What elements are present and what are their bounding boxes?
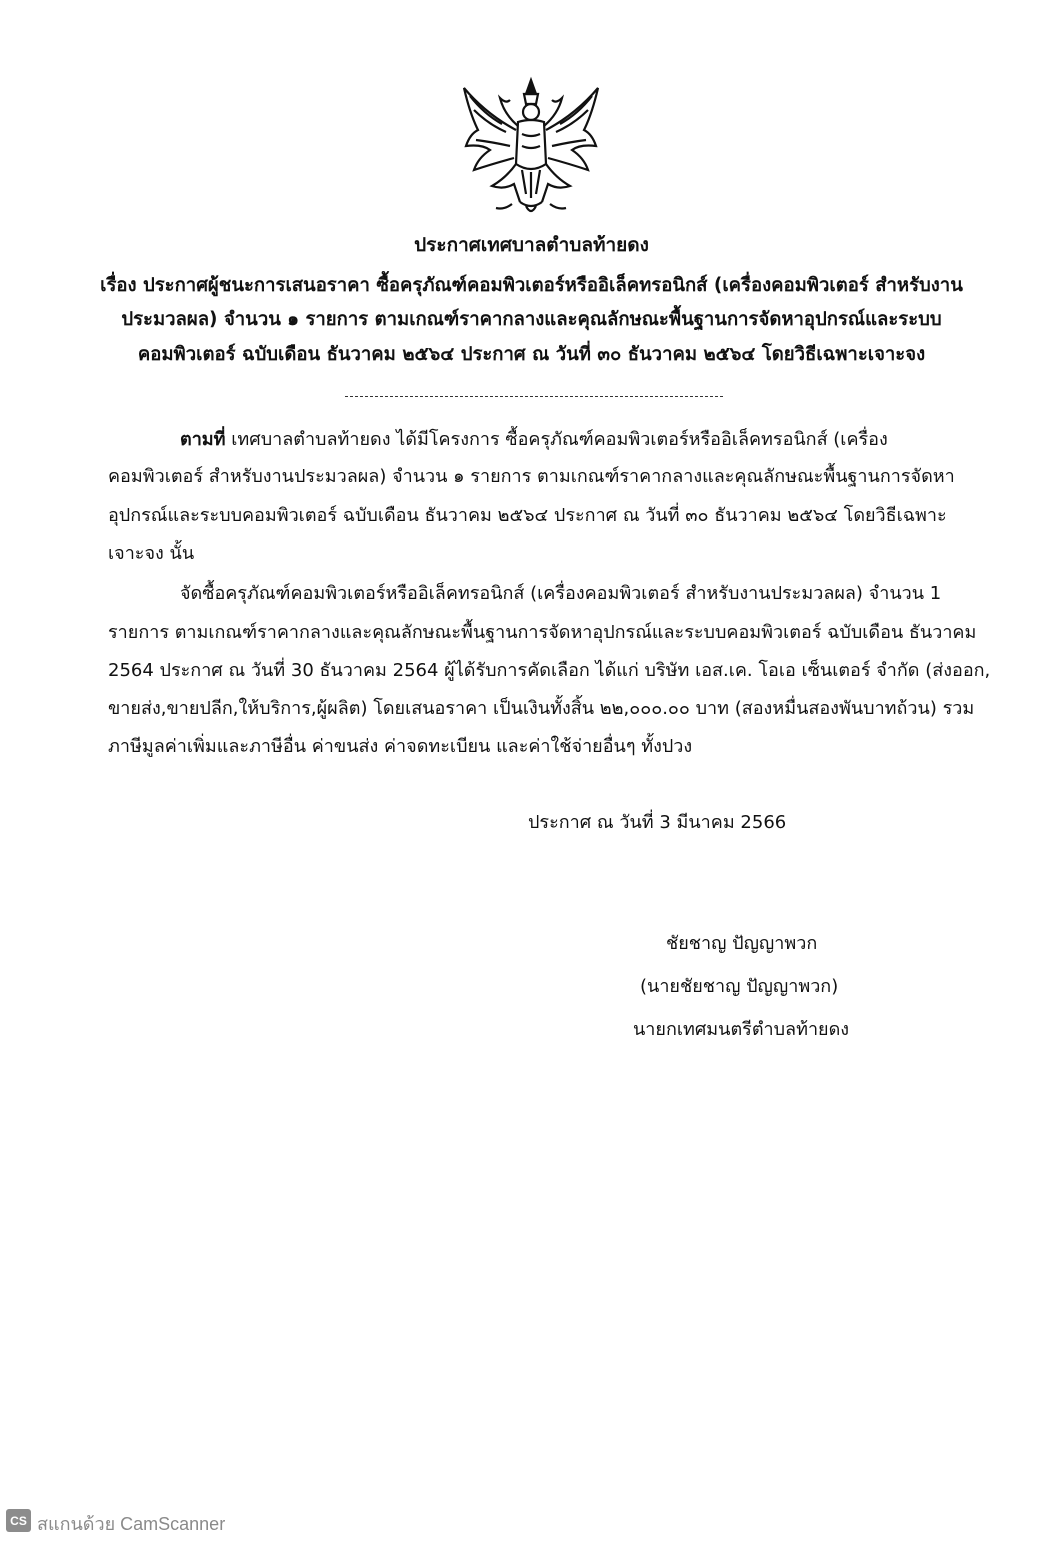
subject-line-1: เรื่อง ประกาศผู้ชนะการเสนอราคา ซื้อครุภัณฑ์คอมพิวเตอร์หรืออิเล็คทรอนิกส์ (เครื่องคอมพิวเตอร์ สำหรับงาน bbox=[100, 275, 963, 296]
para2-line-2: รายการ ตามเกณฑ์ราคากลางและคุณลักษณะพื้นฐานการจัดหาอุปกรณ์และระบบคอมพิวเตอร์ ฉบับเดือน ธันวาคม bbox=[108, 622, 977, 643]
para1-line-2: คอมพิวเตอร์ สำหรับงานประมวลผล) จำนวน ๑ รายการ ตามเกณฑ์ราคากลางและคุณลักษณะพื้นฐานการจัดหา bbox=[108, 466, 955, 487]
signature-name-parenthesized: (นายชัยชาญ ปัญญาพวก) bbox=[640, 976, 839, 997]
section-divider bbox=[345, 396, 723, 397]
signature-name: ชัยชาญ ปัญญาพวก bbox=[666, 933, 818, 954]
para1-line-4: เจาะจง นั้น bbox=[108, 543, 195, 564]
para2-line-4: ขายส่ง,ขายปลีก,ให้บริการ,ผู้ผลิต) โดยเสนอราคา เป็นเงินทั้งสิ้น ๒๒,๐๐๐.๐๐ บาท (สองหมื่นสองพันบาทถ้วน) รวม bbox=[108, 698, 975, 719]
subject-line-3: คอมพิวเตอร์ ฉบับเดือน ธันวาคม ๒๕๖๔ ประกาศ ณ วันที่ ๓๐ ธันวาคม ๒๕๖๔ โดยวิธีเฉพาะเจาะจง bbox=[137, 344, 926, 365]
para1-lead: ตามที่ bbox=[180, 429, 226, 450]
subject-line-2: ประมวลผล) จำนวน ๑ รายการ ตามเกณฑ์ราคากลางและคุณลักษณะพื้นฐานการจัดหาอุปกรณ์และระบบ bbox=[121, 309, 942, 330]
garuda-emblem-icon bbox=[456, 74, 606, 224]
camscanner-watermark: สแกนด้วย CamScanner bbox=[37, 1514, 226, 1534]
para2-line-3: 2564 ประกาศ ณ วันที่ 30 ธันวาคม 2564 ผู้ได้รับการคัดเลือก ได้แก่ บริษัท เอส.เค. โอเอ เซ็นเตอร์ จำกัด (ส่งออก, bbox=[108, 660, 991, 681]
para2-line-1: จัดซื้อครุภัณฑ์คอมพิวเตอร์หรืออิเล็คทรอนิกส์ (เครื่องคอมพิวเตอร์ สำหรับงานประมวลผล) จำนวน 1 bbox=[180, 583, 942, 604]
para1-line-1-text: เทศบาลตำบลท้ายดง ได้มีโครงการ ซื้อครุภัณฑ์คอมพิวเตอร์หรืออิเล็คทรอนิกส์ (เครื่อง bbox=[225, 429, 888, 450]
signature-title: นายกเทศมนตรีตำบลท้ายดง bbox=[633, 1019, 850, 1040]
para2-line-5: ภาษีมูลค่าเพิ่มและภาษีอื่น ค่าขนส่ง ค่าจดทะเบียน และค่าใช้จ่ายอื่นๆ ทั้งปวง bbox=[108, 736, 693, 757]
para1-line-1 bbox=[180, 424, 888, 453]
announce-date: ประกาศ ณ วันที่ 3 มีนาคม 2566 bbox=[528, 812, 787, 833]
para1-line-3: อุปกรณ์และระบบคอมพิวเตอร์ ฉบับเดือน ธันวาคม ๒๕๖๔ ประกาศ ณ วันที่ ๓๐ ธันวาคม ๒๕๖๔ โดยวิธีเฉพาะ bbox=[108, 505, 947, 526]
camscanner-logo-icon: CS bbox=[6, 1509, 31, 1532]
issuing-organization: ประกาศเทศบาลตำบลท้ายดง bbox=[414, 234, 649, 256]
